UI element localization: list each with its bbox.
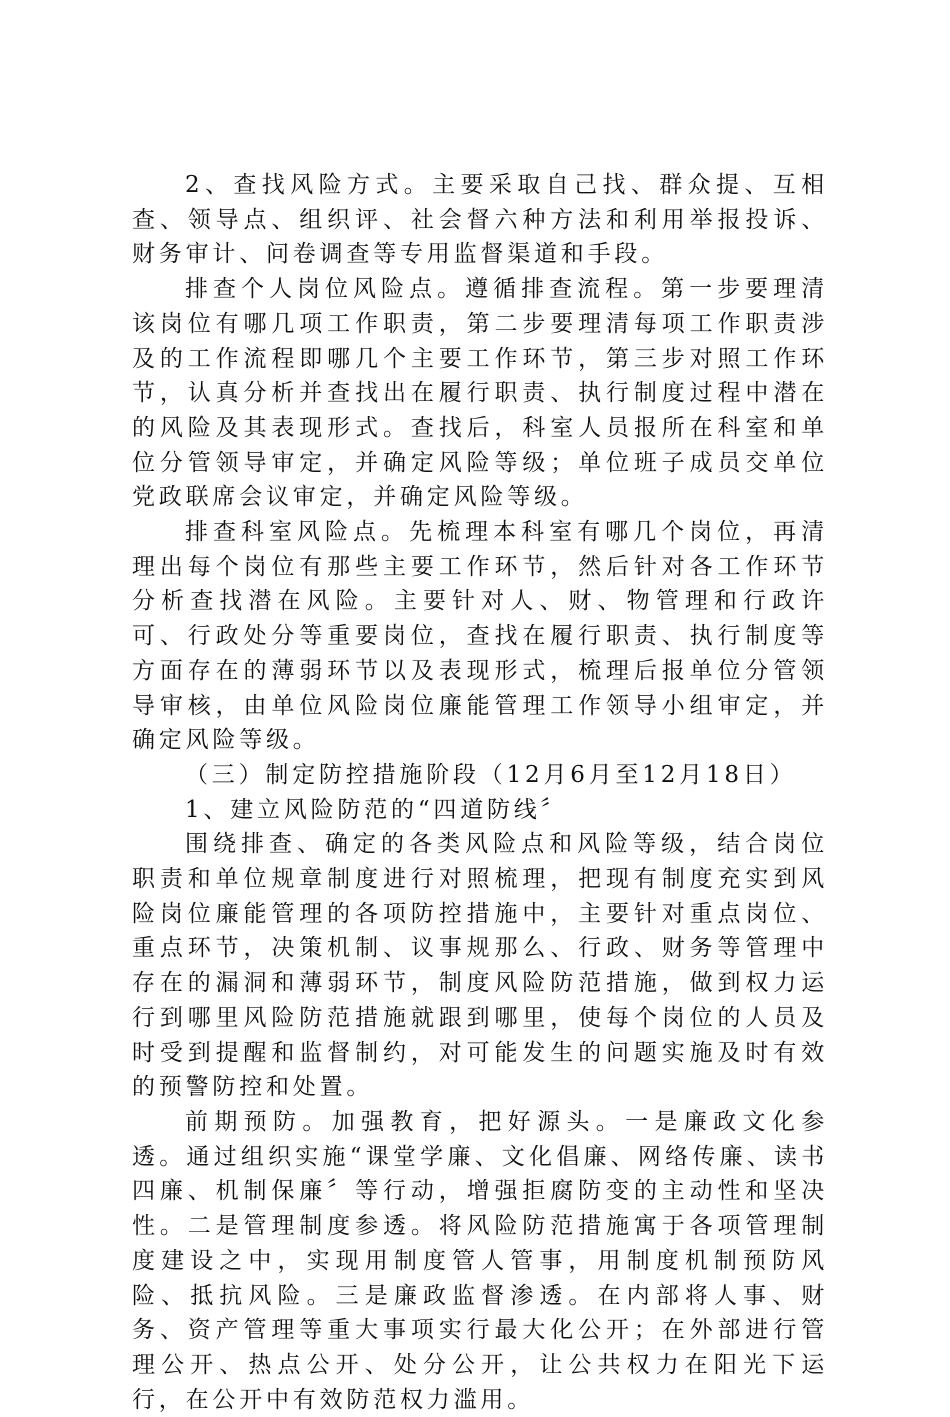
section-heading-control-measures: （三）制定防控措施阶段（12月6月至12月18日） [185, 761, 797, 788]
subheading-four-defense-lines: 1、建立风险防范的“四道防线〞 [185, 796, 568, 823]
paragraph-office-risk: 排查科室风险点。先梳理本科室有哪几个岗位，再清理出每个岗位有那些主要工作环节，然后针对各工作环节分析查找潜在风险。主要针对人、财、物管理和行政许可、行政处分等重要岗位，查找在履行职责、执行制度等方面存在的薄弱环节以及表现形式，梳理后报单位分管领导审核，由单位风险岗位廉能管理工作领导小组审定，并确定风险等级。 [132, 519, 828, 754]
paragraph-early-prevention: 前期预防。加强教育，把好源头。一是廉政文化参透。通过组织实施“课堂学廉、文化倡廉、网络传廉、读书四廉、机制保廉〞等行动，增强拒腐防变的主动性和坚决性。二是管理制度参透。将风险防范措施寓于各项管理制度建设之中，实现用制度管人管事，用制度机制预防风险、抵抗风险。三是廉政监督渗透。在内部将人事、财务、资产管理等重大事项实行最大化公开；在外部进行管理公开、热点公开、处分公开，让公共权力在阳光下运行，在公开中有效防范权力滥用。 [132, 1108, 828, 1413]
paragraph-personal-post-risk: 排查个人岗位风险点。遵循排查流程。第一步要理清该岗位有哪几项工作职责，第二步要理清每项工作职责涉及的工作流程即哪几个主要工作环节，第三步对照工作环节，认真分析并查找出在履行职责、执行制度过程中潜在的风险及其表现形式。查找后，科室人员报所在科室和单位分管领导审定，并确定风险等级；单位班子成员交单位党政联席会议审定，并确定风险等级。 [132, 276, 828, 511]
paragraph-risk-prevention-measures: 围绕排查、确定的各类风险点和风险等级，结合岗位职责和单位规章制度进行对照梳理，把现有制度充实到风险岗位廉能管理的各项防控措施中，主要针对重点岗位、重点环节，决策机制、议事规那么、行政、财务等管理中存在的漏洞和薄弱环节，制度风险防范措施，做到权力运行到哪里风险防范措施就跟到哪里，使每个岗位的人员及时受到提醒和监督制约，对可能发生的问题实施及时有效的预警防控和处置。 [132, 831, 828, 1101]
document-body [132, 168, 828, 1417]
paragraph-risk-finding-methods: 2、查找风险方式。主要采取自己找、群众提、互相查、领导点、组织评、社会督六种方法和利用举报投诉、财务审计、问卷调查等专用监督渠道和手段。 [132, 172, 828, 268]
